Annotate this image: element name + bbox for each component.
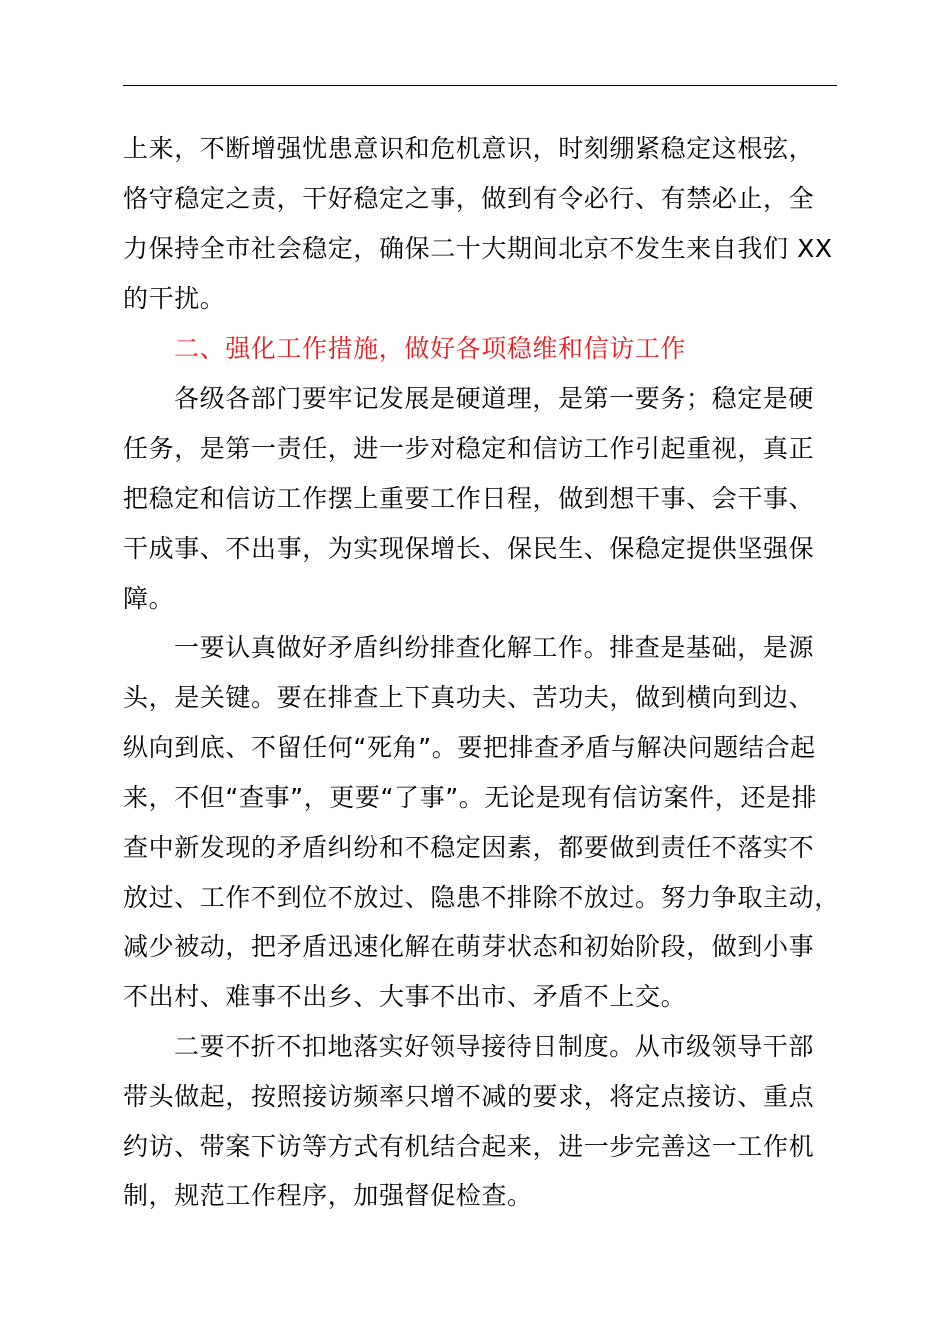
paragraph-1-line-4: 的干扰。: [123, 284, 226, 313]
section-heading: 二、强化工作措施，做好各项稳维和信访工作: [174, 334, 687, 363]
paragraph-3-line-6: 放过、工作不到位不放过、隐患不排除不放过。努力争取主动，: [123, 883, 840, 912]
paragraph-2-line-5: 障。: [123, 584, 175, 613]
paragraph-2-line-2: 任务，是第一责任，进一步对稳定和信访工作引起重视，真正: [123, 434, 815, 463]
paragraph-4-line-1: 二要不折不扣地落实好领导接待日制度。从市级领导干部: [174, 1032, 815, 1061]
paragraph-3-line-7: 减少被动，把矛盾迅速化解在萌芽状态和初始阶段，做到小事: [123, 932, 815, 961]
paragraph-2-line-4: 干成事、不出事，为实现保增长、保民生、保稳定提供坚强保: [123, 534, 815, 563]
paragraph-4-line-2: 带头做起，按照接访频率只增不减的要求，将定点接访、重点: [123, 1082, 815, 1111]
header-rule: [123, 85, 837, 86]
paragraph-3-line-1: 一要认真做好矛盾纠纷排查化解工作。排查是基础，是源: [174, 633, 815, 662]
paragraph-1-line-3: 力保持全市社会稳定，确保二十大期间北京不发生来自我们 XX: [123, 234, 833, 263]
paragraph-4-line-4: 制，规范工作程序，加强督促检查。: [123, 1181, 533, 1210]
paragraph-2-line-1: 各级各部门要牢记发展是硬道理，是第一要务；稳定是硬: [174, 384, 815, 413]
paragraph-1-line-1: 上来，不断增强忧患意识和危机意识，时刻绷紧稳定这根弦，: [123, 134, 815, 163]
paragraph-4-line-3: 约访、带案下访等方式有机结合起来，进一步完善这一工作机: [123, 1132, 815, 1161]
paragraph-3-line-5: 查中新发现的矛盾纠纷和不稳定因素，都要做到责任不落实不: [123, 833, 815, 862]
paragraph-3-line-3: 纵向到底、不留任何“死角”。要把排查矛盾与解决问题结合起: [123, 733, 816, 762]
paragraph-3-line-8: 不出村、难事不出乡、大事不出市、矛盾不上交。: [123, 982, 687, 1011]
paragraph-3-line-4: 来，不但“查事”，更要“了事”。无论是现有信访案件，还是排: [123, 783, 818, 812]
paragraph-2-line-3: 把稳定和信访工作摆上重要工作日程，做到想干事、会干事、: [123, 484, 815, 513]
paragraph-3-line-2: 头，是关键。要在排查上下真功夫、苦功夫，做到横向到边、: [123, 683, 815, 712]
paragraph-1-line-2: 恪守稳定之责，干好稳定之事，做到有令必行、有禁必止，全: [123, 184, 815, 213]
